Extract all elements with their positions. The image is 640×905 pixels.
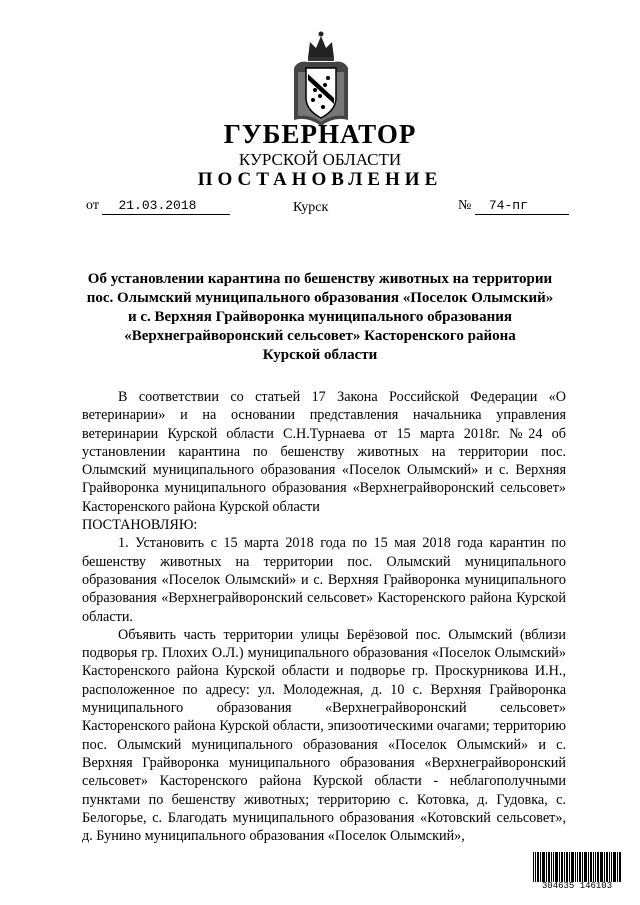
date-prefix: от	[86, 198, 99, 213]
title-line: пос. Олымский муниципального образования «Поселок Олымский»	[86, 290, 554, 306]
kursk-coat-of-arms-icon	[290, 28, 352, 128]
authority-heading: ГУБЕРНАТОР	[223, 119, 417, 149]
number-field	[458, 196, 569, 216]
title-line: Курской области	[262, 347, 378, 363]
city-label: Курск	[293, 200, 329, 215]
title-line: и с. Верхняя Грайворонка муниципального образования	[127, 309, 513, 325]
decree-word: ПОСТАНОВЛЯЮ:	[82, 517, 198, 534]
barcode-number: 304635 146103	[541, 881, 613, 891]
clause-declare-paragraph: Объявить часть территории улицы Берёзовой пос. Олымский (вблизи подворья гр. Плохих О.Л.) муниципального образования «Поселок Олымский» Касторенского района Курской области и подворье гр. Проскурникова И.Н., расположенное по адресу: ул. Молодежная, д. 10 с. Верхняя Грайворонка муниципального образования «Верхнеграйворонский сельсовет» Касторенского района Курской области, эпизоотическими очагами; территорию пос. Олымский муниципального образования «Поселок Олымский» и с. Верхняя Грайворонка муниципального образования «Верхнеграйворонский сельсовет» Касторенского района Курской области - неблагополучными пунктами по бешенству животных; территорию с. Котовка, д. Гудовка, с. Белогорье, с. Благодать муниципального образования «Котовский сельсовет», д. Бунино муниципального образования «Поселок Олымский»,	[82, 626, 566, 845]
doc-type-heading: ПОСТАНОВЛЕНИЕ	[197, 169, 443, 190]
date-field	[86, 196, 230, 216]
barcode	[533, 852, 621, 892]
number-prefix: №	[458, 198, 472, 213]
preamble-paragraph: В соответствии со статьей 17 Закона Российской Федерации «О ветеринарии» и на основании представления начальника управления ветеринарии Курской области С.Н.Турнаева от 15 марта 2018г. №24 об установлении карантина по бешенству животных на территории пос. Олымский муниципального образования «Поселок Олымский» и с. Верхняя Грайворонка муниципального образования «Верхнеграйворонский сельсовет» Касторенского района Курской области	[82, 389, 566, 515]
date-value: 21.03.2018	[102, 198, 230, 215]
document-body	[82, 388, 566, 845]
title-line: Об установлении карантина по бешенству животных на территории	[87, 271, 553, 287]
document-title	[60, 270, 580, 365]
barcode-bars-icon	[533, 852, 621, 882]
number-value: 74-пг	[475, 198, 569, 215]
title-line: «Верхнеграйворонский сельсовет» Касторенского района	[124, 328, 516, 344]
region-heading: КУРСКОЙ ОБЛАСТИ	[238, 150, 402, 169]
clause-1-paragraph: 1. Установить с 15 марта 2018 года по 15 мая 2018 года карантин по бешенству животных на территории пос. Олымский муниципального образования «Поселок Олымский» и с. Верхняя Грайворонка муниципального образования «Верхнеграйворонский сельсовет» Касторенского района Курской области.	[82, 535, 566, 625]
